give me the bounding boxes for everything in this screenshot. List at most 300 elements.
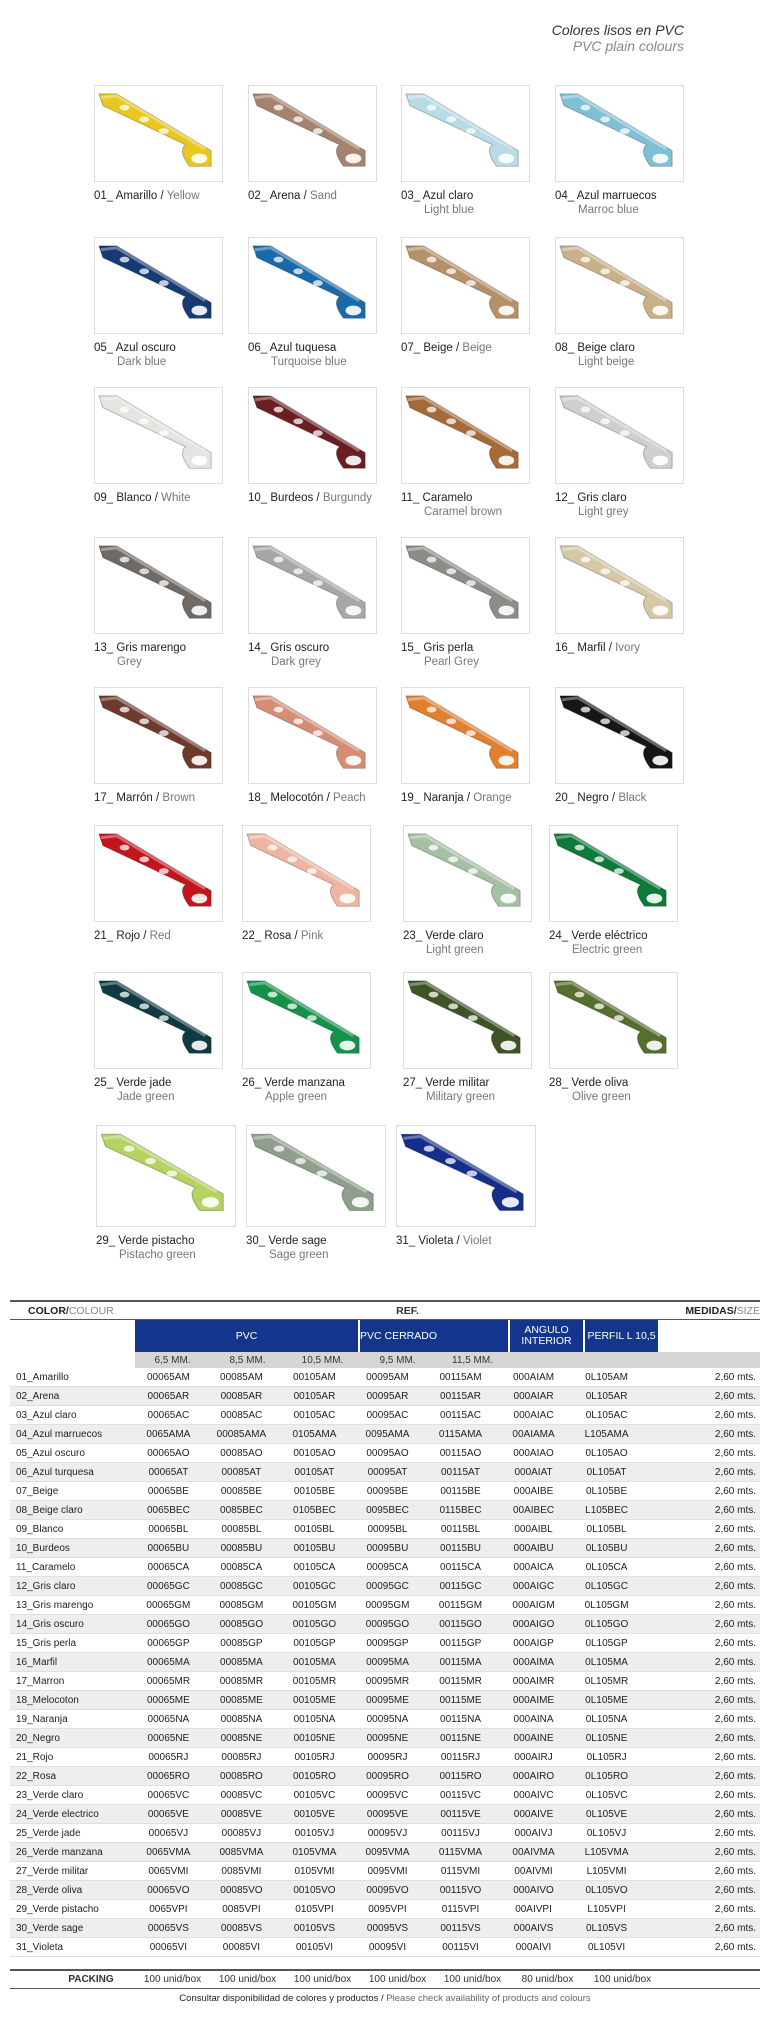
ref-cell: 00095GC	[366, 1580, 409, 1592]
table-row	[10, 1539, 760, 1558]
size-cell: 2,60 mts.	[714, 1599, 757, 1611]
ref-cell: 000AIRO	[512, 1770, 555, 1782]
ref-cell: 000AIVC	[513, 1789, 554, 1801]
ref-cell: 0L105AR	[585, 1390, 628, 1402]
ref-cell: 00095MA	[366, 1656, 409, 1668]
color-swatch	[96, 1125, 236, 1262]
ref-cell: 00105MA	[293, 1656, 336, 1668]
swatch-name-es: Azul marruecos	[576, 190, 657, 202]
ref-cell: 00115RO	[439, 1770, 482, 1782]
ref-cell: 000AIMR	[512, 1675, 555, 1687]
ref-cell: 0L105CA	[585, 1561, 628, 1573]
swatch-label	[94, 641, 223, 669]
swatch-number: 25_	[94, 1077, 114, 1089]
ref-cell: 00095GP	[366, 1637, 409, 1649]
swatch-number: 11_	[401, 492, 420, 504]
table-row	[10, 1710, 760, 1729]
color-swatch	[242, 825, 371, 943]
swatch-number: 18_	[248, 792, 268, 804]
color-swatch	[248, 687, 377, 805]
color-swatch	[248, 387, 377, 505]
swatch-name-es: Amarillo	[115, 190, 158, 202]
swatch-name-en: Electric green	[572, 944, 643, 956]
ref-cell: 00095VO	[366, 1884, 409, 1896]
size-cell: 2,60 mts.	[714, 1371, 757, 1383]
color-name-cell: 01_Amarillo	[16, 1371, 69, 1383]
size-cell: 2,60 mts.	[714, 1637, 757, 1649]
size-cell: 2,60 mts.	[714, 1428, 757, 1440]
profile-image	[555, 537, 684, 634]
ref-cell: 0L105AT	[586, 1466, 627, 1478]
color-name-cell: 20_Negro	[16, 1732, 60, 1744]
color-name-cell: 04_Azul marruecos	[16, 1428, 103, 1440]
color-swatch	[246, 1125, 386, 1262]
product-group-row	[135, 1320, 760, 1352]
color-swatch	[549, 972, 678, 1104]
swatch-name-en: Pistacho green	[119, 1249, 196, 1261]
profile-image	[403, 825, 532, 922]
color-name-cell: 22_Rosa	[16, 1770, 57, 1782]
swatch-label	[555, 491, 684, 519]
size-cell: 2,60 mts.	[714, 1618, 757, 1630]
packing-cell: 100 unid/box	[368, 1974, 427, 1985]
ref-cell: 000AICA	[513, 1561, 554, 1573]
ref-cell: 00105GM	[292, 1599, 337, 1611]
ref-cell: 00105RJ	[294, 1751, 335, 1763]
swatch-name-es: Violeta	[418, 1235, 454, 1247]
profile-image	[401, 85, 530, 182]
color-swatch	[403, 972, 532, 1104]
swatch-name-en: Orange	[473, 792, 512, 804]
ref-cell: L105VMI	[586, 1865, 627, 1877]
swatch-label: 09_ Blanco / White	[94, 492, 191, 504]
ref-cell: 00105MR	[292, 1675, 337, 1687]
table-row	[10, 1919, 760, 1938]
ref-cell: 00085GM	[219, 1599, 264, 1611]
ref-cell: 0105VPI	[295, 1903, 334, 1915]
ref-cell: 000AIAO	[513, 1447, 554, 1459]
size-cell: 2,60 mts.	[714, 1770, 757, 1782]
swatch-label: 18_ Melocotón / Peach	[248, 792, 366, 804]
profile-image	[403, 972, 532, 1069]
packing-cell: 100 unid/box	[293, 1974, 352, 1985]
ref-cell: 0L105VS	[586, 1922, 628, 1934]
ref-cell: 00105AM	[293, 1371, 336, 1383]
ref-cell: 00085AM	[220, 1371, 263, 1383]
ref-cell: 0085VPI	[222, 1903, 261, 1915]
profile-image	[94, 825, 223, 922]
swatch-name-en: Dark grey	[271, 656, 321, 668]
ref-cell: 00095VE	[366, 1808, 409, 1820]
ref-cell: 00105VJ	[294, 1827, 335, 1839]
ref-cell: 000AIBE	[513, 1485, 554, 1497]
ref-cell: 00105NE	[293, 1732, 336, 1744]
color-name-cell: 10_Burdeos	[16, 1542, 70, 1554]
swatch-label: 02_ Arena / Sand	[248, 190, 337, 202]
size-cell: 2,60 mts.	[714, 1485, 757, 1497]
ref-cell: 00115BL	[440, 1523, 481, 1535]
ref-cell: 00095BL	[367, 1523, 408, 1535]
table-row	[10, 1387, 760, 1406]
color-name-cell: 15_Gris perla	[16, 1637, 77, 1649]
ref-cell: 00065RJ	[148, 1751, 189, 1763]
table-row	[10, 1900, 760, 1919]
ref-cell: 00065AR	[147, 1390, 190, 1402]
mm-header: 8,5 MM.	[229, 1354, 266, 1366]
ref-cell: 00115BE	[440, 1485, 481, 1497]
table-row	[10, 1881, 760, 1900]
ref-cell: 0095VMA	[365, 1846, 410, 1858]
ref-cell: 000AIBL	[514, 1523, 553, 1535]
ref-cell: 0L105MR	[584, 1675, 629, 1687]
swatch-label: 17_ Marrón / Brown	[94, 792, 196, 804]
color-swatch	[555, 85, 684, 217]
swatch-name-en: White	[161, 492, 191, 504]
ref-cell: 00105AR	[293, 1390, 336, 1402]
ref-cell: 000AIVO	[513, 1884, 554, 1896]
ref-cell: 000AIRJ	[514, 1751, 553, 1763]
title-en: PVC plain colours	[572, 38, 684, 54]
ref-cell: 00105BL	[294, 1523, 335, 1535]
color-swatch	[401, 85, 530, 217]
size-header-en: SIZE	[736, 1304, 760, 1317]
swatch-name-es: Verde jade	[116, 1077, 172, 1089]
ref-cell: 00065GC	[146, 1580, 190, 1592]
ref-cell: 0105AMA	[292, 1428, 337, 1440]
swatch-label	[403, 929, 532, 957]
ref-cell: 0L105BU	[585, 1542, 628, 1554]
profile-image	[246, 1125, 386, 1227]
ref-cell: 00105AO	[293, 1447, 336, 1459]
ref-cell: 00095AC	[366, 1409, 409, 1421]
ref-cell: 00065MR	[146, 1675, 191, 1687]
profile-image	[555, 387, 684, 484]
profile-image	[248, 687, 377, 784]
table-row	[10, 1482, 760, 1501]
ref-cell: 00115RJ	[440, 1751, 481, 1763]
ref-cell: 000AIAM	[512, 1371, 555, 1383]
ref-cell: 00105VC	[293, 1789, 336, 1801]
ref-cell: 00115VC	[440, 1789, 481, 1801]
ref-cell: 00065GM	[146, 1599, 191, 1611]
swatch-number: 23_	[403, 930, 423, 942]
size-cell: 2,60 mts.	[714, 1846, 757, 1858]
ref-cell: 0L105VI	[587, 1941, 626, 1953]
packing-cell: 100 unid/box	[143, 1974, 202, 1985]
color-name-cell: 06_Azul turquesa	[16, 1466, 94, 1478]
swatch-name-en: Turquoise blue	[271, 356, 347, 368]
reference-table	[10, 1300, 760, 2004]
ref-cell: 000AIAC	[513, 1409, 554, 1421]
ref-cell: 00065VI	[149, 1941, 188, 1953]
table-row	[10, 1444, 760, 1463]
ref-cell: 0065VMA	[146, 1846, 191, 1858]
swatch-name-en: Ivory	[615, 642, 641, 654]
ref-cell: 000AIVS	[513, 1922, 554, 1934]
swatch-name-es: Azul oscuro	[115, 342, 176, 354]
ref-cell: 0L105AO	[585, 1447, 628, 1459]
profile-image	[96, 1125, 236, 1227]
ref-cell: 00105CA	[293, 1561, 336, 1573]
ref-cell: 00065AM	[146, 1371, 190, 1383]
color-header-es: COLOR	[28, 1304, 66, 1317]
packing-cell: 100 unid/box	[593, 1974, 652, 1985]
ref-cell: 00095NE	[366, 1732, 409, 1744]
swatch-number: 15_	[401, 642, 421, 654]
ref-cell: 00085VS	[220, 1922, 262, 1934]
ref-cell: 00085CA	[220, 1561, 263, 1573]
ref-cell: 00115AO	[439, 1447, 482, 1459]
ref-cell: 00085RO	[220, 1770, 263, 1782]
swatch-name-en: Jade green	[117, 1091, 175, 1103]
ref-cell: 000AIGM	[512, 1599, 555, 1611]
ref-cell: 000AINE	[513, 1732, 554, 1744]
ref-cell: 00115VJ	[441, 1827, 480, 1839]
swatch-name-en: Apple green	[265, 1091, 328, 1103]
ref-cell: 00065VS	[147, 1922, 189, 1934]
swatch-name-es: Blanco	[116, 492, 152, 504]
swatch-name-es: Melocotón	[270, 792, 324, 804]
swatch-name-es: Rosa	[264, 930, 292, 942]
ref-cell: 00065GO	[146, 1618, 191, 1630]
swatch-name-es: Gris perla	[423, 642, 474, 654]
ref-cell: 00085BE	[220, 1485, 262, 1497]
ref-cell: 0065BEC	[146, 1504, 190, 1516]
swatch-label	[248, 341, 377, 369]
ref-cell: 00085AT	[221, 1466, 262, 1478]
swatch-number: 13_	[94, 642, 114, 654]
swatch-number: 06_	[248, 342, 268, 354]
swatch-name-en: Burgundy	[322, 492, 373, 504]
ref-cell: 0065VMI	[148, 1865, 189, 1877]
size-cell: 2,60 mts.	[714, 1447, 757, 1459]
swatch-name-es: Verde pistacho	[118, 1235, 195, 1247]
profile-image	[555, 687, 684, 784]
ref-cell: 00095AO	[366, 1447, 409, 1459]
ref-cell: 00AIAMA	[512, 1428, 555, 1440]
swatch-label	[401, 491, 530, 519]
ref-cell: 00065VO	[147, 1884, 190, 1896]
ref-cell: 00095VS	[366, 1922, 409, 1934]
swatch-name-en: Light green	[426, 944, 484, 956]
size-cell: 2,60 mts.	[714, 1751, 757, 1763]
ref-cell: 00115AM	[439, 1371, 482, 1383]
ref-cell: 00065CA	[147, 1561, 190, 1573]
swatch-number: 24_	[549, 930, 569, 942]
size-cell: 2,60 mts.	[714, 1884, 757, 1896]
table-row	[10, 1615, 760, 1634]
ref-cell: 00AIVPI	[515, 1903, 552, 1915]
ref-cell: 00105VE	[293, 1808, 336, 1820]
table-body	[10, 1368, 760, 1957]
ref-cell: 0115AMA	[438, 1428, 483, 1440]
swatch-number: 02_	[248, 190, 268, 202]
ref-cell: L105VMA	[584, 1846, 629, 1858]
ref-cell: 00065BU	[147, 1542, 190, 1554]
swatch-label: 16_ Marfil / Ivory	[555, 642, 641, 654]
ref-cell: 0L105GC	[585, 1580, 628, 1592]
size-cell: 2,60 mts.	[714, 1656, 757, 1668]
table-header: COLOR/COLOUR REF. MEDIDAS/SIZE	[10, 1300, 760, 1320]
swatch-number: 21_	[94, 930, 114, 942]
note-es: Consultar disponibilidad de colores y productos /	[179, 1993, 384, 2004]
swatch-label: 10_ Burdeos / Burgundy	[248, 492, 373, 504]
ref-cell: 00105NA	[293, 1713, 336, 1725]
swatch-number: 30_	[246, 1235, 266, 1247]
swatch-name-es: Beige claro	[577, 342, 635, 354]
ref-cell: 00105VS	[293, 1922, 336, 1934]
ref-cell: 00115NA	[440, 1713, 481, 1725]
table-row	[10, 1368, 760, 1387]
ref-cell: 000AINA	[513, 1713, 554, 1725]
packing-cell: 100 unid/box	[443, 1974, 502, 1985]
swatch-label	[242, 1076, 371, 1104]
ref-cell: 0105BEC	[293, 1504, 336, 1516]
swatch-label: 01_ Amarillo / Yellow	[94, 190, 200, 202]
ref-cell: 00105VI	[295, 1941, 334, 1953]
packing-label: PACKING	[68, 1974, 114, 1985]
ref-cell: 00105BE	[293, 1485, 336, 1497]
color-name-cell: 24_Verde electrico	[16, 1808, 99, 1820]
color-swatch	[94, 687, 223, 805]
ref-cell: 0L105AC	[585, 1409, 628, 1421]
availability-note	[10, 1993, 760, 2004]
swatch-name-en: Light beige	[578, 356, 635, 368]
ref-cell: 0105VMI	[294, 1865, 335, 1877]
color-header-en: COLOUR	[68, 1304, 114, 1317]
table-row	[10, 1406, 760, 1425]
color-name-cell: 02_Arena	[16, 1390, 60, 1402]
size-cell: 2,60 mts.	[714, 1580, 757, 1592]
color-name-cell: 30_Verde sage	[16, 1922, 84, 1934]
color-swatch	[248, 237, 377, 369]
table-row	[10, 1938, 760, 1957]
ref-header: REF.	[396, 1304, 419, 1317]
color-name-cell: 17_Marron	[16, 1675, 65, 1687]
size-cell: 2,60 mts.	[714, 1922, 757, 1934]
ref-cell: 00115GC	[439, 1580, 482, 1592]
profile-image	[396, 1125, 536, 1227]
swatch-label: 20_ Negro / Black	[555, 792, 647, 804]
swatch-name-en: Sage green	[269, 1249, 329, 1261]
swatch-label: 21_ Rojo / Red	[94, 930, 171, 942]
color-swatch	[401, 537, 530, 669]
ref-cell: 000AIVJ	[514, 1827, 553, 1839]
swatch-label	[549, 1076, 678, 1104]
swatch-name-es: Burdeos	[270, 492, 314, 504]
swatch-number: 20_	[555, 792, 575, 804]
ref-cell: 00065RO	[146, 1770, 190, 1782]
ref-cell: 0085VMA	[219, 1846, 264, 1858]
ref-cell: 0L105ME	[585, 1694, 628, 1706]
ref-cell: 00115MR	[439, 1675, 482, 1687]
ref-cell: 0L105VO	[585, 1884, 628, 1896]
ref-cell: 00095BU	[366, 1542, 409, 1554]
size-cell: 2,60 mts.	[714, 1523, 757, 1535]
ref-cell: 00085AO	[220, 1447, 263, 1459]
ref-cell: L105AMA	[584, 1428, 629, 1440]
swatch-name-es: Rojo	[116, 930, 141, 942]
color-name-cell: 08_Beige claro	[16, 1504, 83, 1516]
color-name-cell: 26_Verde manzana	[16, 1846, 103, 1858]
profile-image	[549, 972, 678, 1069]
color-name-cell: 09_Blanco	[16, 1523, 64, 1535]
color-name-cell: 29_Verde pistacho	[16, 1903, 99, 1915]
swatch-name-en: Beige	[462, 342, 492, 354]
swatch-name-es: Naranja	[423, 792, 464, 804]
ref-cell: 0065AMA	[146, 1428, 191, 1440]
ref-cell: 0L105VJ	[586, 1827, 627, 1839]
table-row	[10, 1634, 760, 1653]
swatch-number: 26_	[242, 1077, 262, 1089]
swatch-label	[96, 1234, 236, 1262]
ref-cell: 0085BEC	[220, 1504, 263, 1516]
ref-cell: 000AIBU	[513, 1542, 554, 1554]
color-name-cell: 28_Verde oliva	[16, 1884, 83, 1896]
color-swatch	[248, 85, 377, 203]
table-row	[10, 1577, 760, 1596]
ref-cell: L105VPI	[587, 1903, 626, 1915]
color-name-cell: 03_Azul claro	[16, 1409, 77, 1421]
profile-image	[401, 687, 530, 784]
ref-cell: 00095RJ	[367, 1751, 408, 1763]
swatch-number: 01_	[94, 190, 114, 202]
color-name-cell: 13_Gris marengo	[16, 1599, 94, 1611]
ref-cell: 00085NA	[220, 1713, 263, 1725]
table-row	[10, 1748, 760, 1767]
swatch-label	[94, 1076, 223, 1104]
mm-header: 10,5 MM.	[301, 1354, 344, 1366]
ref-cell: 00105ME	[293, 1694, 336, 1706]
ref-cell: 0L105GM	[584, 1599, 629, 1611]
color-name-cell: 27_Verde militar	[16, 1865, 89, 1877]
swatch-name-en: Pink	[300, 930, 324, 942]
table-row	[10, 1786, 760, 1805]
profile-image	[94, 972, 223, 1069]
ref-cell: 00065GP	[147, 1637, 190, 1649]
size-cell: 2,60 mts.	[714, 1865, 757, 1877]
swatch-number: 22_	[242, 930, 262, 942]
ref-cell: 00065BE	[147, 1485, 189, 1497]
color-swatch	[94, 537, 223, 669]
color-name-cell: 31_Violeta	[16, 1941, 64, 1953]
ref-cell: 00105AT	[294, 1466, 335, 1478]
color-swatch	[94, 972, 223, 1104]
ref-cell: 00095GM	[365, 1599, 410, 1611]
ref-cell: 00085AR	[220, 1390, 263, 1402]
ref-cell: 00115GO	[439, 1618, 482, 1630]
size-cell: 2,60 mts.	[714, 1561, 757, 1573]
ref-cell: 0L105AM	[585, 1371, 628, 1383]
swatch-name-en: Military green	[426, 1091, 496, 1103]
packing-cell: 100 unid/box	[218, 1974, 277, 1985]
table-row	[10, 1558, 760, 1577]
title-es: Colores lisos en PVC	[551, 22, 684, 38]
pvc-cerrado-group-header: PVC CERRADO	[360, 1320, 510, 1352]
color-swatch	[94, 85, 223, 203]
ref-cell: 0095BEC	[366, 1504, 409, 1516]
profile-image	[248, 237, 377, 334]
swatch-name-es: Azul tuquesa	[269, 342, 337, 354]
table-row	[10, 1729, 760, 1748]
table-row	[10, 1824, 760, 1843]
ref-cell: 00115NE	[440, 1732, 481, 1744]
swatch-label: 31_ Violeta / Violet	[396, 1235, 492, 1247]
color-swatch	[401, 387, 530, 519]
ref-cell: 00105GO	[292, 1618, 337, 1630]
ref-cell: 00085AMA	[216, 1428, 267, 1440]
swatch-name-es: Beige	[423, 342, 453, 354]
